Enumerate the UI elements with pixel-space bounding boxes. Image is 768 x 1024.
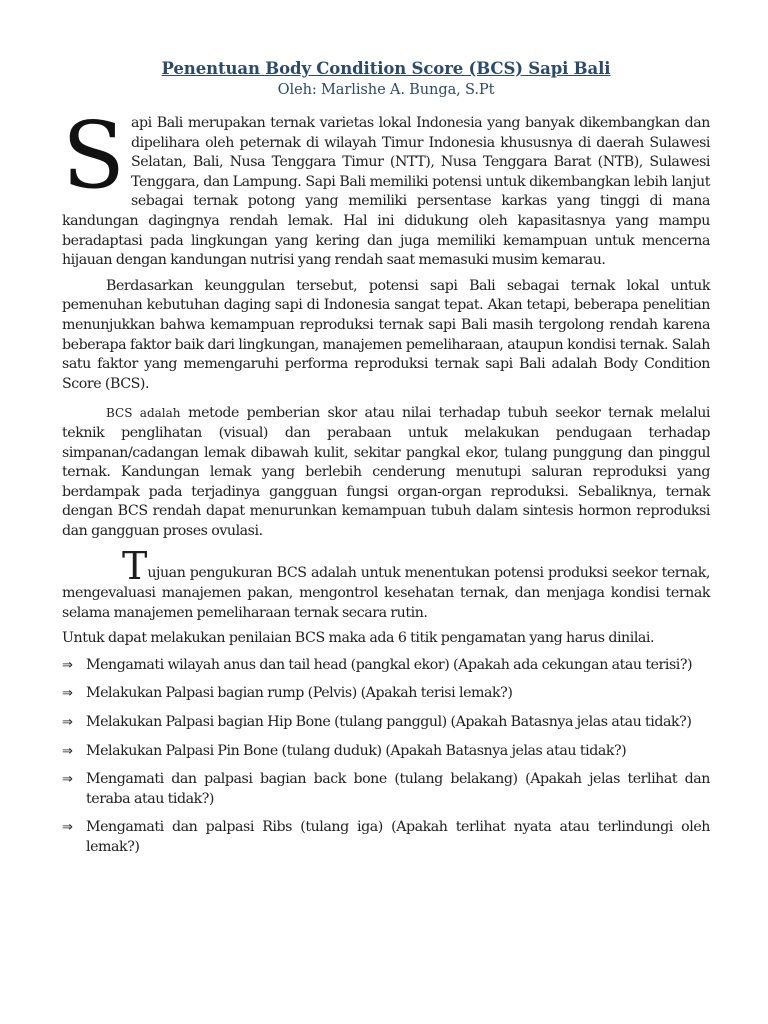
list-item [62,742,710,762]
paragraph-purpose-text: ujuan pengukuran BCS adalah untuk menentukan potensi produksi seekor ternak, mengevaluasi manajemen pakan, mengontrol kesehatan ternak, dan menjaga kondisi ternak selama manajemen pemeliharaan ternak secara rutin. [62,565,710,621]
list-item [62,656,710,676]
drop-cap-t: T [122,544,148,589]
arrow-bullet-icon: ⇒ [62,686,73,702]
list-item [62,770,710,809]
list-item [62,713,710,733]
observation-list [62,656,710,858]
author-line: Oleh: Marlishe A. Bunga, S.Pt [277,81,495,98]
paragraph-observation-intro: Untuk dapat melakukan penilaian BCS maka ada 6 titik pengamatan yang harus dinilai. [62,630,655,647]
paragraph-advantages: Berdasarkan keunggulan tersebut, potensi sapi Bali sebagai ternak lokal untuk pemenuhan kebutuhan daging sapi di Indonesia sangat tepat. Akan tetapi, beberapa penelitian menunjukkan bahwa kemampuan reproduksi ternak sapi Bali masih tergolong rendah karena beberapa faktor baik dari lingkungan, manajemen pemeliharaan, ataupun kondisi ternak. Salah satu faktor yang memengaruhi performa reproduksi ternak sapi Bali adalah Body Condition Score (BCS). [62,277,710,392]
paragraph-bcs-text: metode pemberian skor atau nilai terhadap tubuh seekor ternak melalui teknik penglihatan (visual) dan perabaan untuk melakukan pendugaan terhadap simpanan/cadangan lemak dibawah kulit, sekitar pangkal ekor, tulang punggung dan pinggul ternak. Kandungan lemak yang berlebih cenderung menutupi saluran reproduksi yang berdampak pada terjadinya gangguan fungsi organ-organ reproduksi. Sebaliknya, ternak dengan BCS rendah dapat menurunkan kemampuan tubuh dalam sintesis hormon reproduksi dan gangguan proses ovulasi. [62,405,710,539]
list-item [62,818,710,857]
paragraph-intro [62,102,710,271]
arrow-bullet-icon: ⇒ [62,772,73,788]
list-item-text: Mengamati wilayah anus dan tail head (pangkal ekor) (Apakah ada cekungan atau terisi?) [86,656,693,673]
bcs-lead: BCS adalah [106,406,181,421]
list-item-text: Melakukan Palpasi bagian rump (Pelvis) (Apakah terisi lemak?) [86,685,513,702]
arrow-bullet-icon: ⇒ [62,820,73,836]
arrow-bullet-icon: ⇒ [62,657,73,673]
list-item [62,684,710,704]
list-item-text: Melakukan Palpasi Pin Bone (tulang duduk) (Apakah Batasnya jelas atau tidak?) [86,742,627,759]
list-item-text: Mengamati dan palpasi bagian back bone (tulang belakang) (Apakah jelas terlihat dan teraba atau tidak?) [86,771,710,807]
arrow-bullet-icon: ⇒ [62,715,73,731]
list-item-text: Melakukan Palpasi bagian Hip Bone (tulang panggul) (Apakah Batasnya jelas atau tidak?) [86,714,692,731]
paragraph-bcs-definition [62,404,710,541]
paragraph-purpose [62,544,710,623]
document-page [62,58,710,867]
arrow-bullet-icon: ⇒ [62,743,73,759]
list-item-text: Mengamati dan palpasi Ribs (tulang iga) (Apakah terlihat nyata atau terlindungi oleh lemak?) [86,819,710,855]
document-title: Penentuan Body Condition Score (BCS) Sapi Bali [161,59,611,78]
drop-cap-s: S [62,102,126,209]
paragraph-intro-text: api Bali merupakan ternak varietas lokal Indonesia yang banyak dikembangkan dan dipelihara oleh peternak di wilayah Timur Indonesia khususnya di daerah Sulawesi Selatan, Bali, Nusa Tenggara Timur (NTT), Nusa Tenggara Barat (NTB), Sulawesi Tenggara, dan Lampung. Sapi Bali memiliki potensi untuk dikembangkan lebih lanjut sebagai ternak potong yang memiliki persentase karkas yang tinggi di mana kandungan dagingnya rendah lemak. Hal ini didukung oleh kapasitasnya yang mampu beradaptasi pada lingkungan yang kering dan juga memiliki kemampuan untuk mencerna hijauan dengan kandungan nutrisi yang rendah saat memasuki musim kemarau. [62,115,710,269]
